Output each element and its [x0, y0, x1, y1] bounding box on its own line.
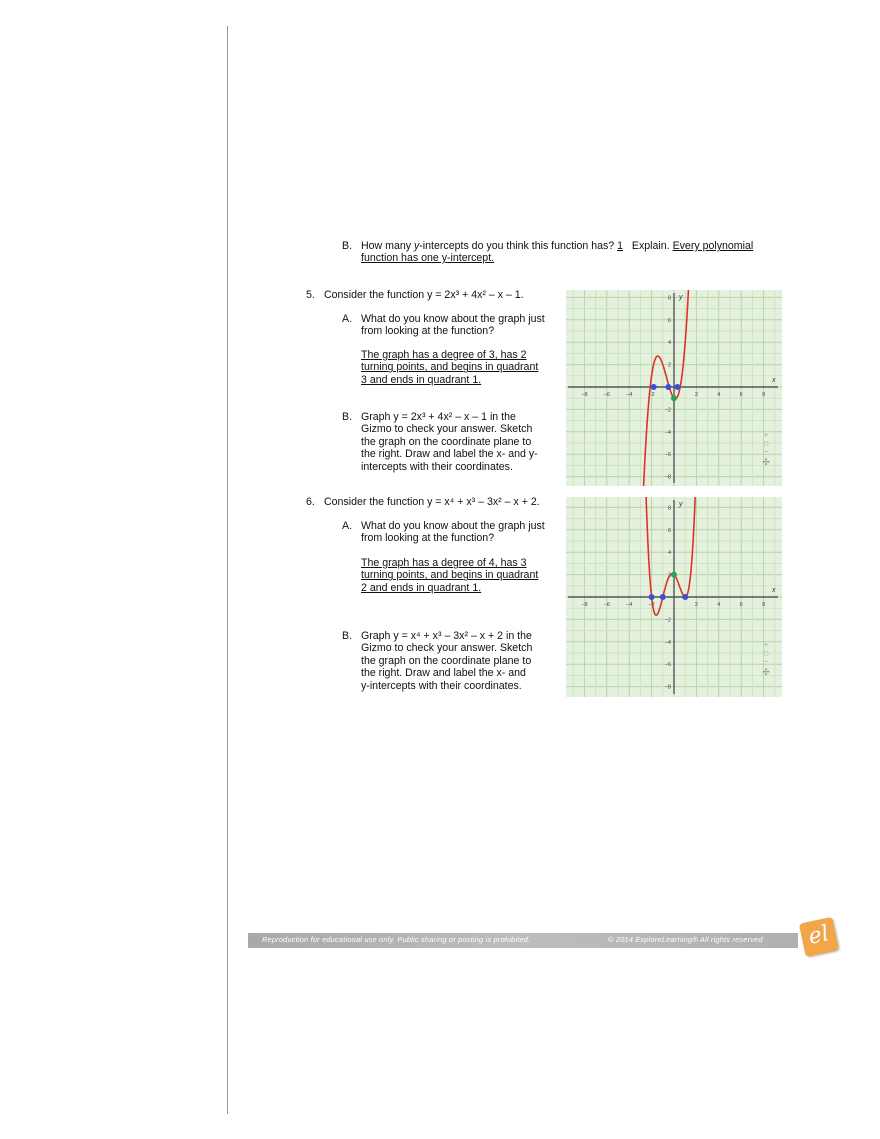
y-tick-label: −6 [664, 662, 671, 669]
x-intercept-point [682, 594, 688, 600]
q4b-letter: B. [342, 240, 353, 252]
q4b-answer: 1 [617, 240, 624, 252]
zoom-reset-button: ○ [763, 650, 769, 657]
q5-number: 5. [306, 289, 315, 301]
x-tick-label: −4 [626, 602, 633, 608]
y-axis-label: y [679, 294, 683, 301]
y-tick-label: −2 [664, 617, 671, 624]
y-tick-label: 6 [667, 317, 671, 324]
x-tick-label: −8 [581, 602, 588, 608]
q5a-question: What do you know about the graph just from looking at the function? [361, 313, 545, 338]
q6a-letter: A. [342, 520, 353, 532]
zoom-out-button: − [763, 448, 769, 455]
x-tick-label: −2 [648, 392, 655, 398]
footer-notice: Reproduction for educational use only. Public sharing or posting is prohibited. [262, 935, 531, 944]
x-tick-label: 8 [762, 602, 766, 608]
x-tick-label: 4 [717, 392, 721, 398]
q6a-answer: The graph has a degree of 4, has 3 turning points, and begins in quadrant 2 and ends in quadrant 1. [361, 557, 539, 594]
y-tick-label: −4 [664, 639, 671, 646]
q6-coordinate-plane [566, 497, 782, 697]
q5a-answer: The graph has a degree of 3, has 2 turning points, and begins in quadrant 3 and ends in quadrant 1. [361, 349, 539, 386]
y-tick-label: 6 [667, 527, 671, 534]
page-margin-line [227, 26, 228, 1114]
y-tick-label: −2 [664, 407, 671, 414]
footer-copyright: © 2014 ExploreLearning® All rights reserved [608, 935, 763, 944]
y-tick-label: 4 [667, 550, 671, 557]
move-icon: ✢ [762, 668, 770, 678]
y-tick-label: −6 [664, 452, 671, 459]
y-tick-label: 2 [667, 362, 671, 369]
x-intercept-point [649, 594, 655, 600]
q5a-letter: A. [342, 313, 353, 325]
q5b-instructions: Graph y = 2x³ + 4x² – x – 1 in the Gizmo to check your answer. Sketch the graph on the coordinate plane to the right. Draw and label the x- and y- intercepts with their coordinates. [361, 411, 538, 473]
x-tick-label: 6 [739, 392, 743, 398]
y-tick-label: −8 [664, 474, 671, 481]
q6a-question: What do you know about the graph just from looking at the function? [361, 520, 545, 545]
x-tick-label: −4 [626, 392, 633, 398]
q6b-letter: B. [342, 630, 353, 642]
x-intercept-point [674, 384, 680, 390]
explorelearning-logo: el [799, 917, 839, 957]
x-tick-label: 6 [739, 602, 743, 608]
x-tick-label: 8 [762, 392, 766, 398]
footer-bar [248, 933, 798, 948]
q6-prompt: Consider the function y = x⁴ + x³ – 3x² – x + 2. [324, 496, 540, 508]
y-axis-label: y [679, 501, 683, 508]
q5-prompt: Consider the function y = 2x³ + 4x² – x – 1. [324, 289, 524, 301]
q6-number: 6. [306, 496, 315, 508]
y-tick-label: 2 [667, 572, 671, 579]
x-tick-label: 2 [694, 602, 698, 608]
x-tick-label: −2 [648, 602, 655, 608]
x-intercept-point [660, 594, 666, 600]
q4b-explanation: function has one y-intercept. [361, 252, 495, 264]
move-icon: ✢ [762, 458, 770, 468]
x-tick-label: −6 [603, 602, 610, 608]
x-tick-label: 2 [694, 392, 698, 398]
zoom-reset-button: ○ [763, 440, 769, 447]
x-axis-label: x [772, 377, 776, 384]
x-tick-label: −8 [581, 392, 588, 398]
q5-coordinate-plane [566, 290, 782, 486]
x-intercept-point [651, 384, 657, 390]
x-axis-label: x [772, 587, 776, 594]
zoom-in-button: + [763, 432, 769, 439]
q6b-instructions: Graph y = x⁴ + x³ – 3x² – x + 2 in the Gizmo to check your answer. Sketch the graph on the coordinate plane to the right. Draw and label the x- and y-intercepts with their coordinates. [361, 630, 533, 692]
y-tick-label: 8 [667, 505, 671, 512]
y-tick-label: −4 [664, 429, 671, 436]
y-intercept-point [671, 395, 677, 401]
x-tick-label: 4 [717, 602, 721, 608]
x-intercept-point [665, 384, 671, 390]
zoom-out-button: − [763, 658, 769, 665]
zoom-in-button: + [763, 642, 769, 649]
x-tick-label: −6 [603, 392, 610, 398]
q4b-question: How many y-intercepts do you think this function has? 1 Explain. Every polynomial [361, 240, 754, 252]
y-intercept-point [671, 572, 677, 578]
y-tick-label: 4 [667, 340, 671, 347]
y-tick-label: 8 [667, 295, 671, 302]
q5b-letter: B. [342, 411, 353, 423]
y-tick-label: −8 [664, 684, 671, 691]
